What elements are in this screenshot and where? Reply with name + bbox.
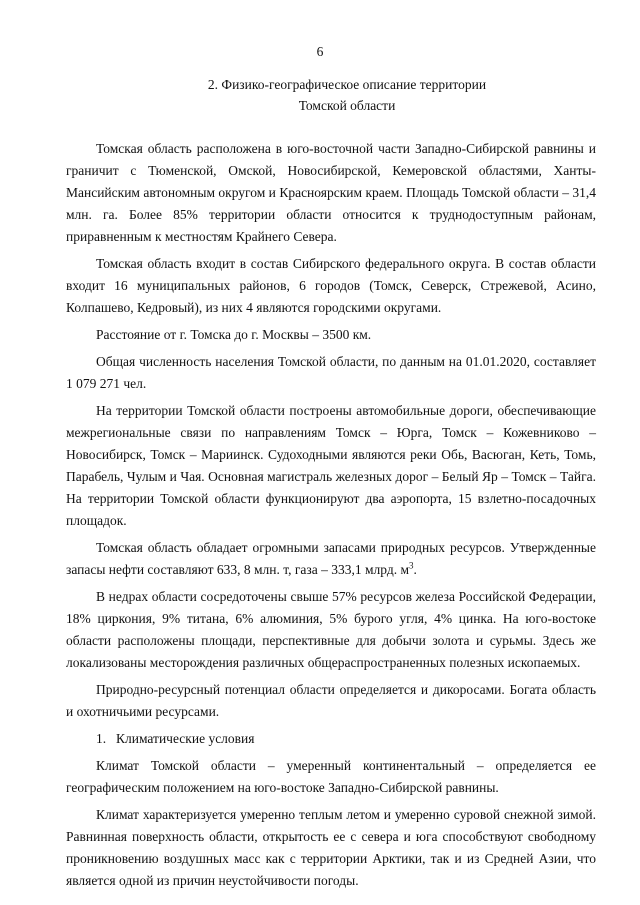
paragraph-administrative: Томская область входит в состав Сибирского федерального округа. В состав области входит 16 муниципальных районов, 6 городов (Томск, Северск, Стрежевой, Асино, Колпашево, Кедровый), из них 4 являются городскими округами. [66, 256, 596, 315]
section-title-line2: Томской области [298, 98, 396, 113]
paragraph-population: Общая численность населения Томской области, по данным на 01.01.2020, составляет 1 079 271 чел. [66, 354, 596, 391]
cubic-superscript: 3 [409, 560, 414, 571]
paragraph-wild-resources: Природно-ресурсный потенциал области определяется и дикоросами. Богата область и охотничьими ресурсами. [66, 682, 596, 719]
list-heading: Климатические условия [116, 731, 255, 746]
page-number: 6 [316, 44, 324, 59]
paragraph-transport: На территории Томской области построены автомобильные дороги, обеспечивающие межрегиональные связи по направлениям Томск – Юрга, Томск – Кожевниково – Новосибирск, Томск – Мариинск. Судоходными являются реки Обь, Васюган, Кеть, Томь, Парабель, Чулым и Чая. Основная магистраль железных дорог – Белый Яр – Томск – Тайга. На территории Томской области функционируют два аэропорта, 15 взлетно-посадочных площадок. [66, 403, 596, 528]
section-title [92, 74, 602, 116]
paragraph-climate-description: Климат характеризуется умеренно теплым летом и умеренно суровой снежной зимой. Равнинная поверхность области, открытость ее с севера и юга способствуют свободному проникновению воздушных масс как с территории Арктики, так и из Средней Азии, что является одной из причин неустойчивости погоды. [66, 807, 596, 888]
paragraph-climate-type: Климат Томской области – умеренный континентальный – определяется ее географическим положением на юго-востоке Западно-Сибирской равнины. [66, 758, 596, 795]
resources-text: Томская область обладает огромными запасами природных ресурсов. Утвержденные запасы нефти составляют 633, 8 млн. т, газа – 333,1 млрд. м [66, 540, 596, 577]
document-body [66, 138, 596, 897]
paragraph-location: Томская область расположена в юго-восточной части Западно-Сибирской равнины и граничит с Тюменской, Омской, Новосибирской, Кемеровской областями, Ханты-Мансийским автономным округом и Красноярским краем. Площадь Томской области – 31,4 млн. га. Более 85% территории области относится к труднодоступным районам, приравненным к местностям Крайнего Севера. [66, 141, 596, 244]
resources-end: . [413, 562, 417, 577]
section-title-line1: 2. Физико-географическое описание территории [207, 77, 487, 92]
list-item-climate [66, 728, 596, 750]
paragraph-distance: Расстояние от г. Томска до г. Москвы – 3500 км. [96, 327, 372, 342]
paragraph-resources [66, 537, 596, 581]
paragraph-minerals: В недрах области сосредоточены свыше 57% ресурсов железа Российской Федерации, 18% циркония, 9% титана, 6% алюминия, 5% бурого угля, 4% цинка. На юго-востоке области расположены площади, перспективные для добычи золота и сурьмы. Здесь же локализованы месторождения различных общераспространенных полезных ископаемых. [66, 589, 596, 670]
list-number: 1. [96, 731, 107, 746]
